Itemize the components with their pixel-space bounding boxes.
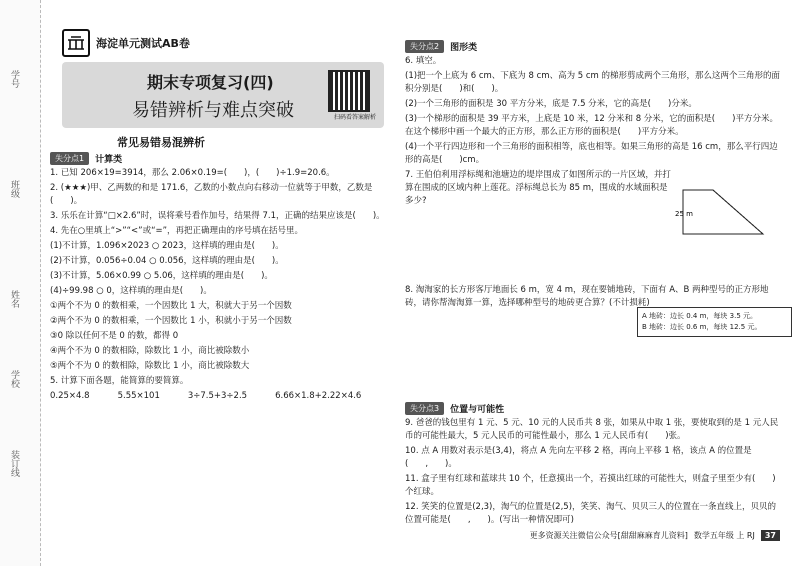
binding-label: 装订线 [9, 450, 19, 477]
kp3-name: 位置与可能性 [450, 405, 505, 415]
question-11: 11. 盒子里有红球和蓝球共 10 个，任意摸出一个，若摸出红球的可能性大，则盒子里至少有( )个红球。 [405, 474, 776, 497]
publisher-logo-icon [62, 29, 90, 57]
qr-caption: 扫码看答案解析 [333, 114, 376, 121]
q4-item: (4)÷99.98 ○ 0，这样填的理由是( )。 [50, 286, 212, 296]
tile-option: A 地砖：边长 0.4 m，每块 3.5 元。 [642, 312, 757, 320]
qr-code-icon[interactable] [328, 70, 370, 112]
page-footer [530, 530, 780, 541]
kp1-block [50, 152, 390, 401]
question-9: 9. 爸爸的钱包里有 1 元、5 元、10 元的人民币共 8 张，如果从中取 1 张，要使取到的是 1 元人民币的可能性最大，5 元人民币的可能性最小，那么 1 元人民币有( )张。 [405, 418, 779, 441]
left-column [42, 0, 394, 566]
q4-reason: ⑤两个不为 0 的数相除，除数比 1 小，商比被除数大 [50, 361, 250, 371]
section-title: 常见易错易混辨析 [117, 136, 205, 149]
q5-item: 6.66×1.8+2.22×4.6 [275, 391, 362, 401]
binding-label: 学号 [9, 70, 19, 88]
q4-item: (1)不计算，1.096×2023 ○ 2023，这样填的理由是( )。 [50, 241, 284, 251]
question-12: 12. 笑笑的位置是(2,3)，淘气的位置是(2,5)，笑笑、淘气、贝贝三人的位置在一条直线上，贝贝的位置可能是( , )。(写出一种情况即可) [405, 502, 777, 525]
q4-item: (3)不计算，5.06×0.99 ○ 5.06，这样填的理由是( )。 [50, 271, 273, 281]
q5-item: 0.25×4.8 [50, 391, 90, 401]
question-8: 8. 淘淘家的长方形客厅地面长 6 m，宽 4 m，现在要铺地砖，下面有 A、B 两种型号的正方形地砖，请你帮淘淘算一算，选择哪种型号的地砖更合算？(不计损耗) [405, 285, 769, 308]
right-column [405, 0, 790, 566]
kp1-tag: 失分点1 [50, 152, 89, 165]
q6-item: (2)一个三角形的面积是 30 平方分米，底是 7.5 分米，它的高是( )分米。 [405, 99, 697, 109]
q4-item: (2)不计算，0.056÷0.04 ○ 0.056，这样填的理由是( )。 [50, 256, 284, 266]
kp2-header [405, 40, 783, 53]
binding-label: 班级 [9, 180, 19, 198]
brand [62, 30, 190, 56]
kp3-block [405, 402, 783, 529]
question-10: 10. 点 A 用数对表示是(3,4)，将点 A 先向左平移 2 格，再向上平移 1 格，该点 A 的位置是( , )。 [405, 446, 752, 469]
question-1: 1. 已知 206×19=3914，那么 2.06×0.19=( )，( )÷1.9=20.6。 [50, 168, 335, 178]
kp1-header [50, 152, 390, 165]
binding-label: 姓名 [9, 290, 19, 308]
q5-item: 3÷7.5+3÷2.5 [187, 391, 248, 401]
binding-label: 学校 [9, 370, 19, 388]
pond-dimension: 25 m [675, 210, 693, 218]
pond-figure [673, 182, 769, 242]
q6-item: (1)把一个上底为 6 cm、下底为 8 cm、高为 5 cm 的梯形剪成两个三角形，那么这两个三角形的面积分别是( )和( )。 [405, 71, 781, 94]
page-subtitle: 易错辨析与难点突破 [132, 100, 294, 121]
footer-book: 数学五年级 上 RJ [693, 531, 755, 540]
kp2-tag: 失分点2 [405, 40, 444, 53]
page-title: 期末专项复习(四) [147, 73, 274, 92]
kp2-name: 图形类 [450, 43, 478, 53]
title-banner [62, 62, 384, 128]
kp1-name: 计算类 [95, 155, 123, 165]
question-2: 2. (★★★)甲、乙两数的和是 171.6，乙数的小数点向右移动一位就等于甲数，乙数是( )。 [50, 183, 373, 206]
q4-reason: ②两个不为 0 的数相乘，一个因数比 1 小，积就小于另一个因数 [50, 316, 292, 326]
tile-option: B 地砖：边长 0.6 m，每块 12.5 元。 [642, 323, 762, 331]
question-4: 4. 先在○里填上“>”“<”或“=”，再把正确理由的序号填在括号里。 [50, 226, 304, 236]
q6-item: (4)一个平行四边形和一个三角形的面积相等，底也相等。如果三角形的高是 16 cm，那么平行四边形的高是( )cm。 [405, 142, 778, 165]
kp3-header [405, 402, 783, 415]
series-name: 海淀单元测试AB卷 [96, 37, 190, 50]
binding-strip [0, 0, 41, 566]
q5-item: 5.55×101 [117, 391, 160, 401]
question-7: 7. 王伯伯利用浮标绳和池塘边的堤岸围成了如图所示的一片区域，并打算在围成的区域内种上莲花。浮标绳总长为 85 m，围成的水域面积是多少? [405, 170, 671, 206]
q4-reason: ①两个不为 0 的数相乘，一个因数比 1 大，积就大于另一个因数 [50, 301, 292, 311]
question-5: 5. 计算下面各题，能简算的要简算。 [50, 376, 189, 386]
question-6: 6. 填空。 [405, 56, 442, 66]
page-number: 37 [761, 530, 780, 541]
kp3-tag: 失分点3 [405, 402, 444, 415]
q4-reason: ④两个不为 0 的数相除，除数比 1 小，商比被除数小 [50, 346, 250, 356]
q4-reason: ③0 除以任何不是 0 的数，都得 0 [50, 331, 179, 341]
footer-note: 更多资源关注微信公众号[甜甜麻麻育儿资料] [529, 531, 688, 540]
question-3: 3. 乐乐在计算“□×2.6”时，误将乘号看作加号，结果得 7.1，正确的结果应该是( )。 [50, 211, 385, 221]
tile-options [637, 307, 792, 337]
q6-item: (3)一个梯形的面积是 39 平方米，上底是 10 米，12 分米和 8 分米，它的面积是( )平方分米。在这个梯形中画一个最大的正方形，那么正方形的面积是( )平方分米。 [405, 114, 778, 137]
q5-items [50, 391, 390, 401]
